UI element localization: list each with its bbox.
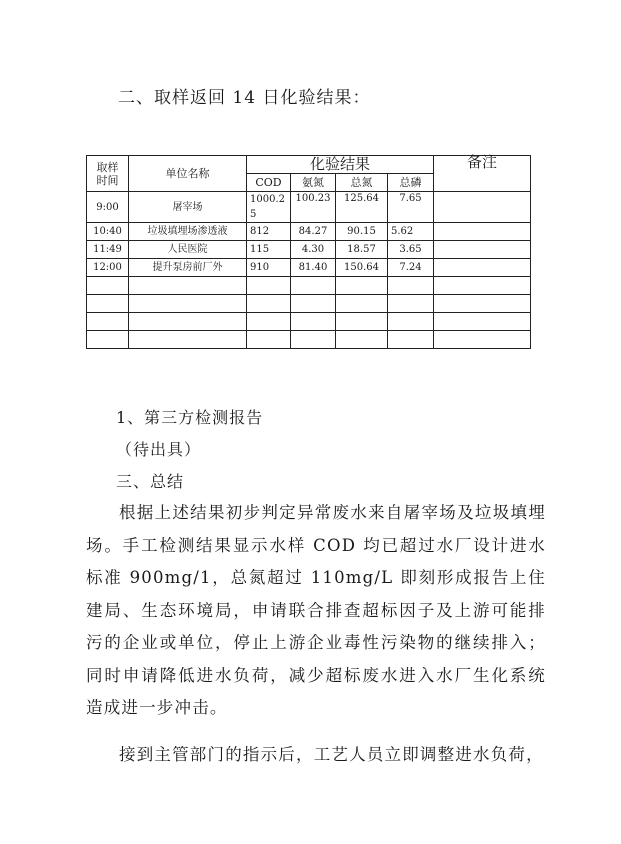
- cell-total-n: 18.57: [336, 241, 388, 259]
- cell-total-p: 5.62: [388, 223, 434, 241]
- cell-total-p: 7.65: [388, 192, 434, 223]
- table-row-empty: [87, 295, 531, 313]
- subheader-ammonia: 氨氮: [291, 174, 336, 192]
- cell-cod: 115: [247, 241, 291, 259]
- header-remark: 备注: [434, 156, 531, 192]
- cell-time: 9:00: [87, 192, 129, 223]
- table-row: [87, 241, 531, 259]
- table-row-empty: [87, 313, 531, 331]
- cell-unit: 人民医院: [129, 241, 247, 259]
- summary-paragraph: 根据上述结果初步判定异常废水来自屠宰场及垃圾填埋场。手工检测结果显示水样 COD 均已超过水厂设计进水标准 900mg/1，总氮超过 110mg/L 即刻形成报告上住建局、生态环境局，申请联合排查超标因子及上游可能排污的企业或单位，停止上游企业毒性污染物的继续排入；同时申请降低进水负荷，减少超标废水进入水厂生化系统造成进一步冲击。: [86, 503, 546, 717]
- table-row: [87, 223, 531, 241]
- cell-unit: 垃圾填埋场渗透液: [129, 223, 247, 241]
- cell-total-n: 125.64: [336, 192, 388, 223]
- table-row: [87, 192, 531, 223]
- subheader-total-n: 总氮: [336, 174, 388, 192]
- cell-total-p: 7.24: [388, 259, 434, 277]
- cell-total-p: 3.65: [388, 241, 434, 259]
- table-row: [87, 259, 531, 277]
- header-unit-name: 单位名称: [129, 156, 247, 192]
- cell-cod: 910: [247, 259, 291, 277]
- cell-cod: 1000.2 5: [247, 192, 291, 223]
- cell-time: 12:00: [87, 259, 129, 277]
- cell-remark: [434, 223, 531, 241]
- followup-paragraph: 接到主管部门的指示后，工艺人员立即调整进水负荷，: [119, 745, 544, 764]
- cell-unit: 提升泵房前厂外: [129, 259, 247, 277]
- cell-total-n: 150.64: [336, 259, 388, 277]
- section-3-title: 三、总结: [116, 472, 185, 491]
- table-row-empty: [87, 331, 531, 349]
- cell-unit: 屠宰场: [129, 192, 247, 223]
- item-1-third-party-report: 1、第三方检测报告: [116, 408, 264, 427]
- lab-results-table: [86, 155, 531, 349]
- subheader-total-p: 总磷: [388, 174, 434, 192]
- cell-remark: [434, 259, 531, 277]
- subheader-cod: COD: [247, 174, 291, 192]
- section-2-title: 二、取样返回 14 日化验结果：: [118, 88, 371, 108]
- cell-ammonia: 81.40: [291, 259, 336, 277]
- cell-total-n: 90.15: [336, 223, 388, 241]
- pending-note: （待出具）: [116, 440, 202, 459]
- cell-remark: [434, 241, 531, 259]
- cell-ammonia: 100.23: [291, 192, 336, 223]
- header-sample-time-text: 取样 时间: [96, 160, 119, 187]
- cell-remark: [434, 192, 531, 223]
- table-row-empty: [87, 277, 531, 295]
- header-lab-result: 化验结果: [247, 156, 434, 174]
- cell-time: 11:49: [87, 241, 129, 259]
- cell-time: 10:40: [87, 223, 129, 241]
- header-sample-time: [87, 156, 129, 192]
- cell-cod: 812: [247, 223, 291, 241]
- cell-ammonia: 4.30: [291, 241, 336, 259]
- cell-ammonia: 84.27: [291, 223, 336, 241]
